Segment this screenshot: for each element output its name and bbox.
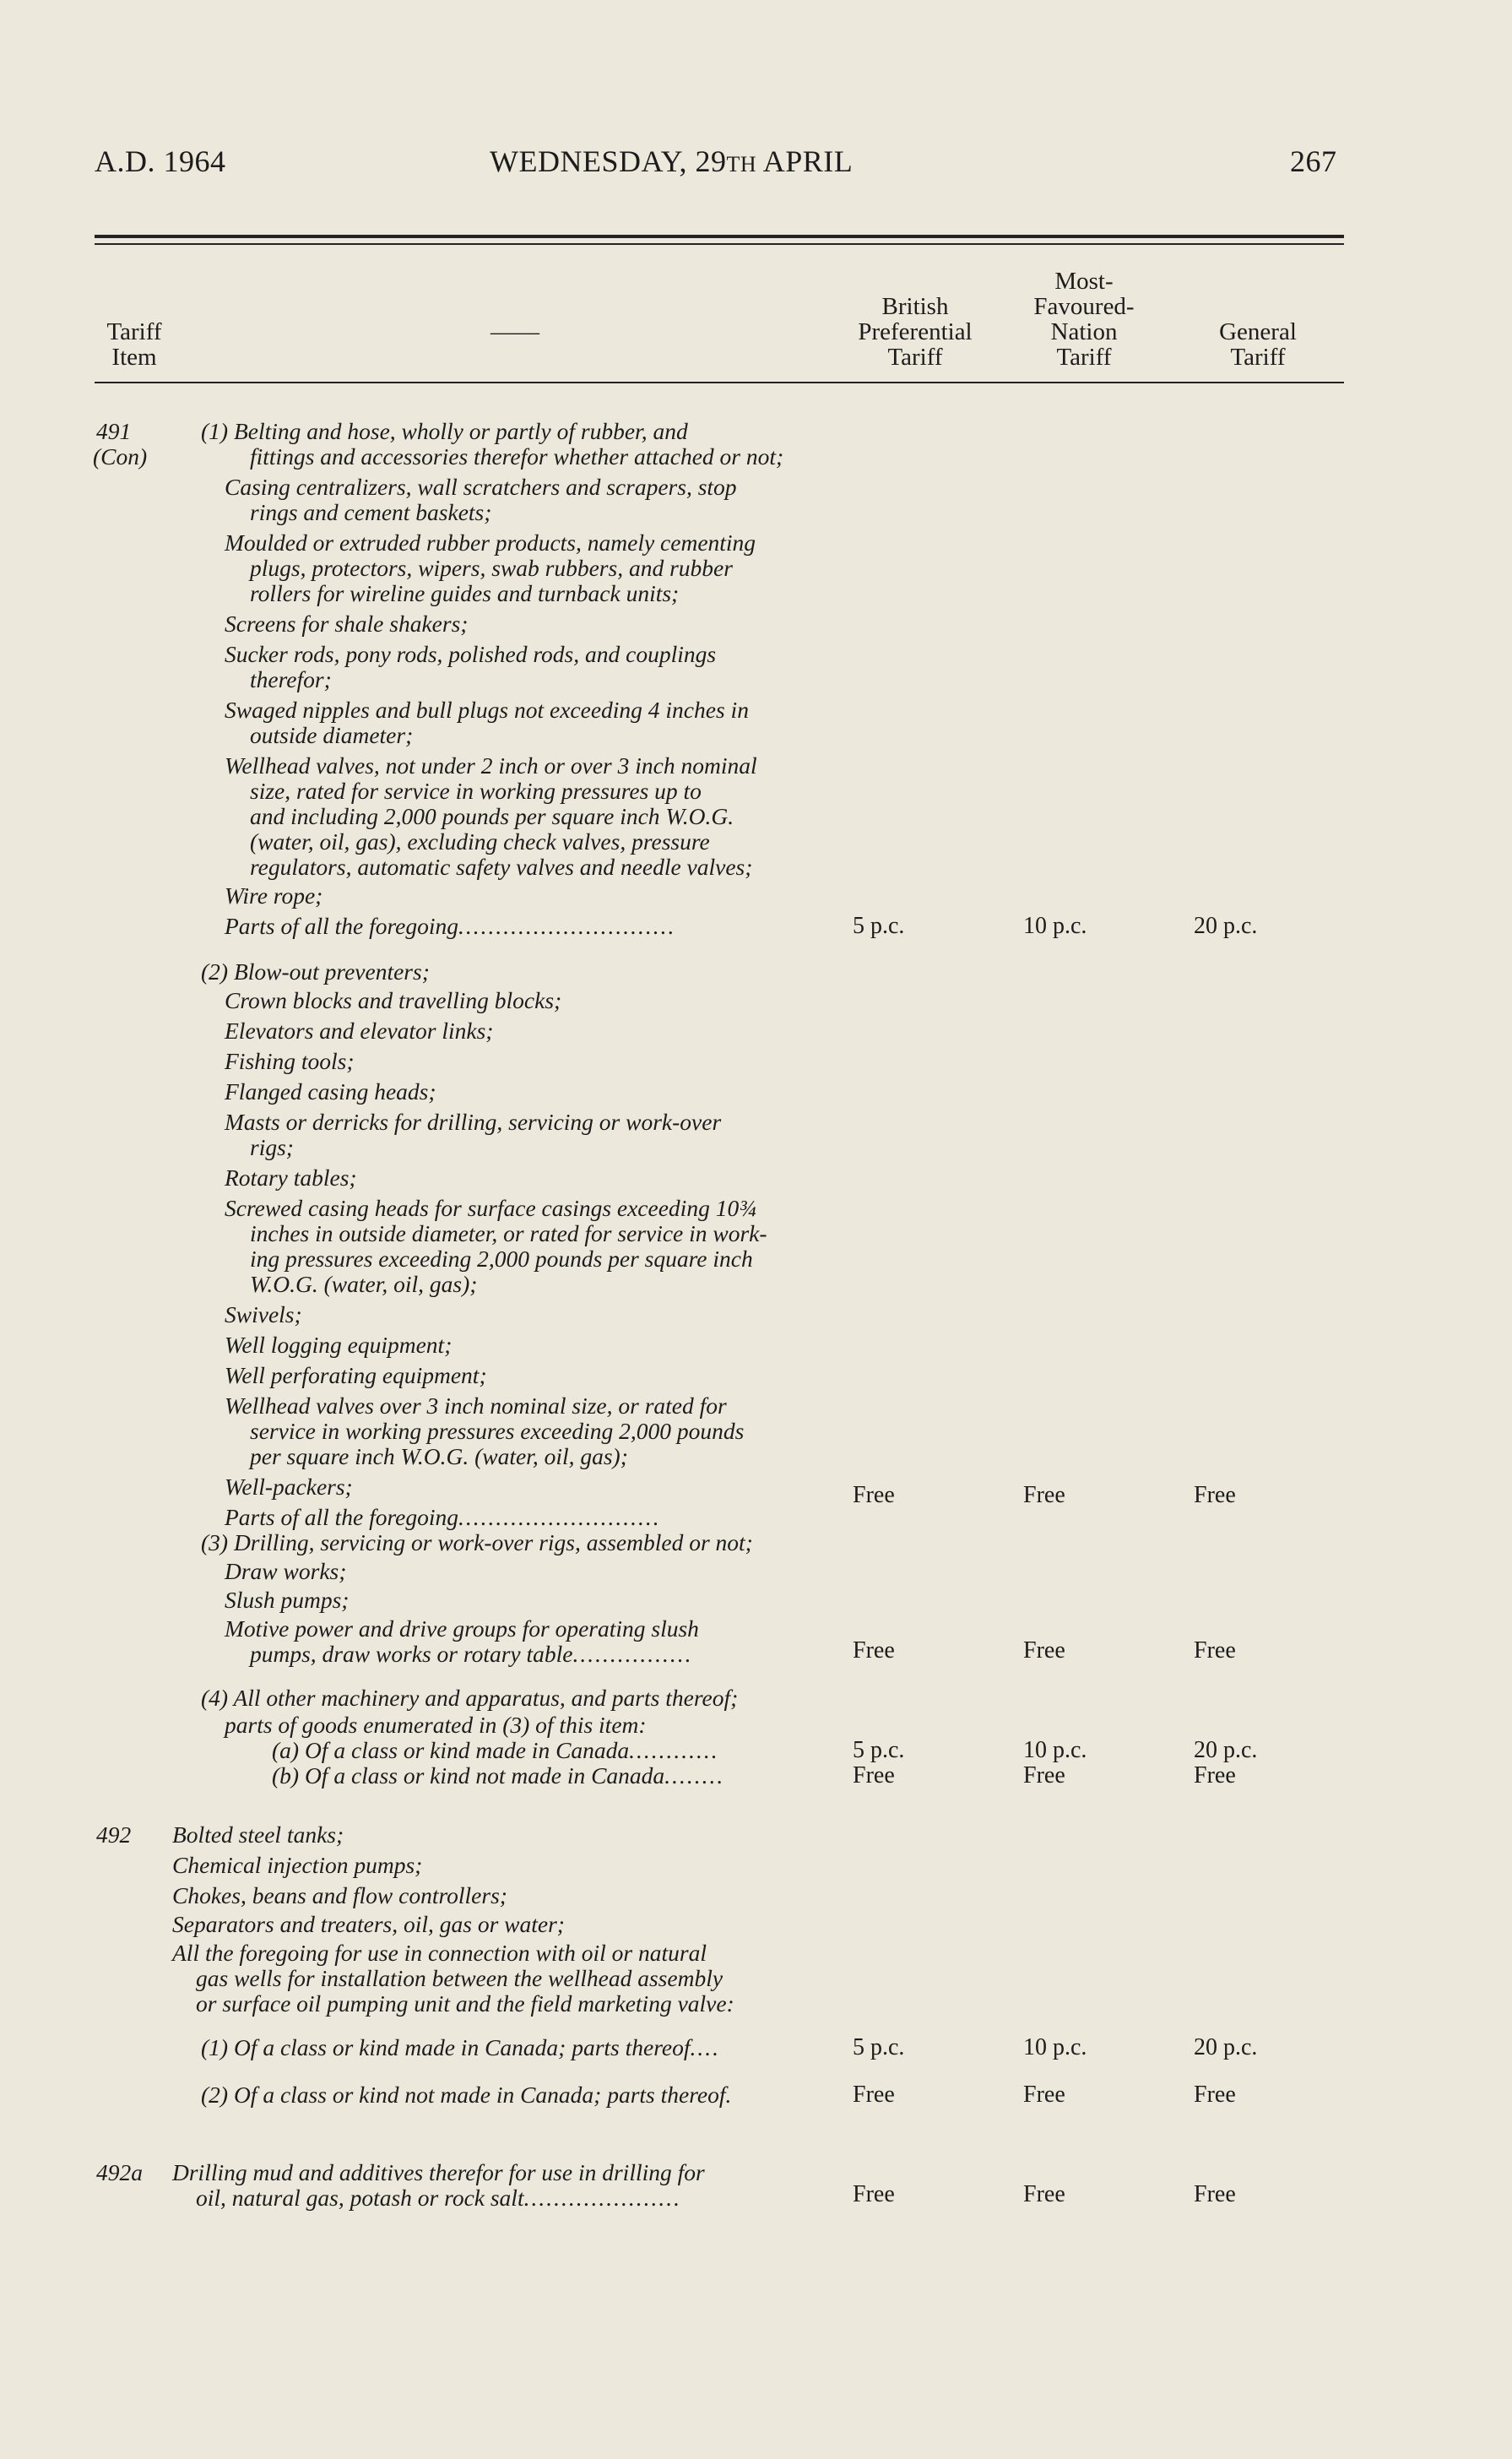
leader-dots: ................ — [572, 1641, 693, 1667]
column-head-bpt-line: Preferential — [858, 318, 973, 345]
description-line: (water, oil, gas), excluding check valves, pressure — [250, 828, 710, 855]
description-line: and including 2,000 pounds per square inch W.O.G. — [250, 803, 734, 829]
description-line: gas wells for installation between the wellhead assembly — [196, 1965, 723, 1991]
description-line: Wellhead valves over 3 inch nominal size, or rated for — [225, 1392, 727, 1419]
description-line: Crown blocks and travelling blocks; — [225, 987, 562, 1013]
description-line-text: pumps, draw works or rotary table — [250, 1641, 573, 1667]
leader-dots: ........ — [664, 1762, 725, 1789]
rate-general: 20 p.c. — [1194, 2034, 1258, 2060]
description-line: outside diameter; — [250, 722, 414, 748]
description-line: Moulded or extruded rubber products, namely cementing — [225, 529, 756, 556]
description-line: Masts or derricks for drilling, servicing or work-over — [225, 1109, 722, 1135]
description-line: Slush pumps; — [225, 1587, 350, 1613]
description-line: (1) Belting and hose, wholly or partly of rubber, and — [201, 418, 688, 444]
description-line — [225, 914, 675, 939]
rate-bpt: Free — [853, 1762, 895, 1789]
description-line: Well-packers; — [225, 1474, 353, 1500]
rate-general: Free — [1194, 2082, 1236, 2108]
column-head-mfn-line: Tariff — [1056, 344, 1112, 371]
rate-general: Free — [1194, 1482, 1236, 1508]
description-line: Wire rope; — [225, 882, 323, 909]
description-line: rigs; — [250, 1134, 294, 1160]
page-number: 267 — [1290, 144, 1337, 178]
description-line: Draw works; — [225, 1558, 347, 1584]
description-line: Elevators and elevator links; — [225, 1018, 494, 1044]
column-head-item-line: Item — [111, 344, 157, 371]
description-line: plugs, protectors, wipers, swab rubbers, and rubber — [250, 555, 733, 581]
rate-general: 20 p.c. — [1194, 913, 1258, 939]
leader-dots: .... — [690, 2034, 720, 2060]
description-line: service in working pressures exceeding 2,000 pounds — [250, 1418, 745, 1444]
rate-general: Free — [1194, 2181, 1236, 2207]
column-head-mfn-line: Most- — [1054, 268, 1114, 295]
description-line: fittings and accessories therefor whether attached or not; — [250, 443, 784, 470]
description-line: therefor; — [250, 666, 332, 692]
top-rule-thin — [95, 243, 1344, 245]
rate-general: 20 p.c. — [1194, 1737, 1258, 1763]
leader-dots: ........................... — [458, 1504, 661, 1530]
description-line: Bolted steel tanks; — [172, 1821, 344, 1848]
description-line: Drilling mud and additives therefor for use in drilling for — [172, 2159, 705, 2185]
description-line: All the foregoing for use in connection with oil or natural — [172, 1940, 707, 1966]
column-head-general-line: Tariff — [1230, 344, 1286, 371]
column-head-bpt-line: Tariff — [887, 344, 943, 371]
description-line: Flanged casing heads; — [225, 1078, 436, 1105]
header-day-suffix: TH — [726, 152, 757, 176]
rate-bpt: Free — [853, 2082, 895, 2108]
description-line: Chemical injection pumps; — [172, 1852, 423, 1878]
column-head-general — [1173, 319, 1342, 370]
rate-bpt: Free — [853, 1482, 895, 1508]
description-line — [272, 1738, 719, 1763]
column-head-mfn-line: Favoured- — [1033, 293, 1135, 320]
rate-mfn: Free — [1023, 1762, 1065, 1789]
rate-general: Free — [1194, 1637, 1236, 1664]
rate-mfn: Free — [1023, 1482, 1065, 1508]
rate-mfn: Free — [1023, 2181, 1065, 2207]
description-line: (2) Blow-out preventers; — [201, 958, 430, 985]
tariff-item-number: 492a — [96, 2159, 143, 2185]
description-line: ing pressures exceeding 2,000 pounds per square inch — [250, 1246, 753, 1272]
rate-mfn: 10 p.c. — [1023, 2034, 1087, 2060]
description-line: Motive power and drive groups for operating slush — [225, 1615, 699, 1642]
description-line: rings and cement baskets; — [250, 499, 492, 525]
description-line: Sucker rods, pony rods, polished rods, and couplings — [225, 641, 717, 667]
description-line: Screens for shale shakers; — [225, 611, 469, 637]
description-line: (3) Drilling, servicing or work-over rigs, assembled or not; — [201, 1529, 753, 1555]
description-line — [196, 2185, 681, 2211]
tariff-item-number: 491 — [96, 418, 132, 444]
description-line-text: Parts of all the foregoing — [225, 1504, 459, 1530]
description-line-text: oil, natural gas, potash or rock salt — [196, 2185, 524, 2211]
rate-mfn: Free — [1023, 1637, 1065, 1664]
description-line: Wellhead valves, not under 2 inch or over 3 inch nominal — [225, 752, 757, 779]
description-line: Separators and treaters, oil, gas or water; — [172, 1911, 565, 1937]
description-line — [272, 1763, 724, 1789]
rate-bpt: 5 p.c. — [853, 913, 905, 939]
description-line: Rotary tables; — [225, 1164, 357, 1191]
top-rule-thick — [95, 235, 1344, 238]
header-day — [490, 144, 853, 179]
rate-mfn: 10 p.c. — [1023, 913, 1087, 939]
description-line: (2) Of a class or kind not made in Canada; parts thereof. — [201, 2082, 732, 2108]
description-line: per square inch W.O.G. (water, oil, gas); — [250, 1443, 628, 1469]
leader-dots: ............................. — [458, 913, 676, 939]
description-line-text: (a) Of a class or kind made in Canada — [272, 1737, 630, 1763]
description-line: or surface oil pumping unit and the field marketing valve: — [196, 1990, 734, 2017]
description-line: Screwed casing heads for surface casings exceeding 10¾ — [225, 1195, 756, 1221]
column-head-mfn-line: Nation — [1050, 318, 1118, 345]
rate-bpt: 5 p.c. — [853, 2034, 905, 2060]
description-line: Swivels; — [225, 1301, 302, 1327]
column-head-rule — [95, 382, 1344, 383]
description-line: inches in outside diameter, or rated for service in work- — [250, 1220, 767, 1246]
description-line: Well logging equipment; — [225, 1332, 453, 1358]
description-line: regulators, automatic safety valves and needle valves; — [250, 854, 753, 880]
rate-general: Free — [1194, 1762, 1236, 1789]
description-line — [250, 1642, 692, 1667]
description-line: parts of goods enumerated in (3) of this item: — [225, 1712, 647, 1738]
rate-bpt: Free — [853, 1637, 895, 1664]
header-day-pre: WEDNESDAY, 29 — [490, 144, 727, 178]
column-head-bpt — [831, 294, 1000, 370]
column-head-general-line: General — [1219, 318, 1297, 345]
description-line: W.O.G. (water, oil, gas); — [250, 1271, 478, 1297]
column-head-mfn — [1000, 269, 1168, 370]
description-line: Casing centralizers, wall scratchers and scrapers, stop — [225, 474, 737, 500]
rate-mfn: 10 p.c. — [1023, 1737, 1087, 1763]
description-line-text: (b) Of a class or kind not made in Canada — [272, 1762, 665, 1789]
column-head-item — [88, 319, 181, 370]
rate-bpt: Free — [853, 2181, 895, 2207]
description-line: Chokes, beans and flow controllers; — [172, 1882, 507, 1908]
description-line: Swaged nipples and bull plugs not exceeding 4 inches in — [225, 697, 749, 723]
description-line — [201, 2035, 720, 2060]
rate-bpt: 5 p.c. — [853, 1737, 905, 1763]
description-line-text: (1) Of a class or kind made in Canada; parts thereof — [201, 2034, 691, 2060]
header-date: A.D. 1964 — [95, 144, 226, 178]
column-head-description: —— — [490, 318, 539, 345]
leader-dots: ..................... — [523, 2185, 681, 2211]
description-line: size, rated for service in working pressures up to — [250, 778, 702, 804]
rate-mfn: Free — [1023, 2082, 1065, 2108]
description-line: Fishing tools; — [225, 1048, 355, 1074]
description-line-text: Parts of all the foregoing — [225, 913, 459, 939]
description-line: rollers for wireline guides and turnback units; — [250, 580, 680, 606]
tariff-item-continued: (Con) — [93, 443, 148, 470]
column-head-item-line: Tariff — [106, 318, 162, 345]
tariff-item-number: 492 — [96, 1821, 132, 1848]
description-line: (4) All other machinery and apparatus, and parts thereof; — [201, 1685, 739, 1711]
header-day-post: APRIL — [756, 144, 854, 178]
leader-dots: ............ — [629, 1737, 719, 1763]
column-head-bpt-line: British — [881, 293, 949, 320]
description-line — [225, 1505, 661, 1530]
description-line: Well perforating equipment; — [225, 1362, 487, 1388]
